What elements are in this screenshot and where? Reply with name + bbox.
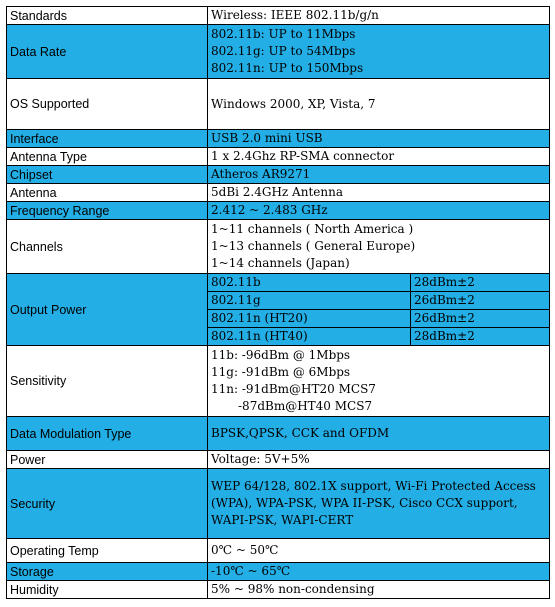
value-line: 1~14 channels (Japan) — [211, 256, 350, 270]
value-line: Windows 2000, XP, Vista, 7 — [211, 96, 376, 111]
label-antenna: Antenna — [7, 184, 208, 202]
value-humidity — [208, 581, 550, 599]
label-standards: Standards — [7, 7, 208, 25]
value-line: Atheros AR9271 — [211, 167, 311, 181]
row-humidity — [7, 581, 550, 599]
spec-sheet — [6, 6, 549, 599]
value-line: 11g: -91dBm @ 6Mbps — [211, 365, 351, 379]
power-value: 26dBm±2 — [411, 292, 550, 310]
label-channels: Channels — [7, 220, 208, 274]
row-interface — [7, 130, 550, 148]
power-row — [208, 274, 549, 292]
label-power: Power — [7, 451, 208, 469]
output-power-table — [208, 274, 549, 345]
row-chipset — [7, 166, 550, 184]
label-storage: Storage — [7, 563, 208, 581]
value-line: -87dBm@HT40 MCS7 — [238, 399, 373, 413]
power-mode: 802.11b — [208, 274, 411, 292]
label-data-modulation: Data Modulation Type — [7, 417, 208, 451]
value-line: -10℃ ~ 65℃ — [211, 564, 291, 578]
power-mode: 802.11n (HT40) — [208, 328, 411, 346]
power-row — [208, 310, 549, 328]
value-line: 5% ~ 98% non-condensing — [211, 582, 375, 596]
value-data-rate — [208, 25, 550, 79]
value-line: (WPA), WPA-PSK, WPA II-PSK, Cisco CCX support, — [211, 496, 518, 510]
value-line: 802.11n: UP to 150Mbps — [211, 61, 364, 75]
label-chipset: Chipset — [7, 166, 208, 184]
row-power — [7, 451, 550, 469]
label-sensitivity: Sensitivity — [7, 346, 208, 417]
power-mode: 802.11g — [208, 292, 411, 310]
row-data-rate — [7, 25, 550, 79]
label-operating-temp: Operating Temp — [7, 539, 208, 563]
value-line: 1~13 channels ( General Europe) — [211, 239, 416, 253]
value-operating-temp — [208, 539, 550, 563]
value-standards — [208, 7, 550, 25]
value-line: BPSK,QPSK, CCK and OFDM — [211, 426, 390, 440]
value-interface — [208, 130, 550, 148]
power-value: 28dBm±2 — [411, 274, 550, 292]
spec-table — [6, 6, 550, 599]
value-channels — [208, 220, 550, 274]
value-line: 802.11b: UP to 11Mbps — [211, 27, 356, 41]
value-line: Wireless: IEEE 802.11b/g/n — [211, 8, 379, 22]
label-data-rate: Data Rate — [7, 25, 208, 79]
value-line: WAPI-PSK, WAPI-CERT — [211, 513, 354, 527]
value-storage — [208, 563, 550, 581]
row-frequency-range — [7, 202, 550, 220]
label-security: Security — [7, 469, 208, 539]
value-line: Voltage: 5V+5% — [211, 452, 310, 466]
value-security — [208, 469, 550, 539]
label-frequency-range: Frequency Range — [7, 202, 208, 220]
value-line: 802.11g: UP to 54Mbps — [211, 44, 356, 58]
power-mode: 802.11n (HT20) — [208, 310, 411, 328]
value-antenna-type — [208, 148, 550, 166]
label-os-supported: OS Supported — [7, 79, 208, 130]
value-line: WEP 64/128, 802.1X support, Wi-Fi Protected Access — [211, 479, 536, 493]
row-antenna — [7, 184, 550, 202]
value-line: 5dBi 2.4GHz Antenna — [211, 185, 343, 199]
value-data-modulation — [208, 417, 550, 451]
value-os-supported — [208, 79, 550, 130]
value-sensitivity — [208, 346, 550, 417]
value-line: 11n: -91dBm@HT20 MCS7 — [211, 382, 376, 396]
value-antenna — [208, 184, 550, 202]
value-power — [208, 451, 550, 469]
power-value: 26dBm±2 — [411, 310, 550, 328]
label-output-power: Output Power — [7, 274, 208, 346]
value-chipset — [208, 166, 550, 184]
row-standards — [7, 7, 550, 25]
label-interface: Interface — [7, 130, 208, 148]
power-row — [208, 292, 549, 310]
row-storage — [7, 563, 550, 581]
value-output-power — [208, 274, 550, 346]
power-row — [208, 328, 549, 346]
value-line: 1 x 2.4Ghz RP-SMA connector — [211, 149, 395, 163]
row-channels — [7, 220, 550, 274]
row-output-power — [7, 274, 550, 346]
row-antenna-type — [7, 148, 550, 166]
row-data-modulation — [7, 417, 550, 451]
value-line: 1~11 channels ( North America ) — [211, 222, 414, 236]
value-frequency-range — [208, 202, 550, 220]
value-line: 11b: -96dBm @ 1Mbps — [211, 348, 351, 362]
row-sensitivity — [7, 346, 550, 417]
label-humidity: Humidity — [7, 581, 208, 599]
value-line: 0℃ ~ 50℃ — [211, 543, 279, 557]
row-operating-temp — [7, 539, 550, 563]
label-antenna-type: Antenna Type — [7, 148, 208, 166]
value-line: USB 2.0 mini USB — [211, 131, 323, 145]
value-line: 2.412 ~ 2.483 GHz — [211, 203, 328, 217]
row-os-supported — [7, 79, 550, 130]
row-security — [7, 469, 550, 539]
power-value: 28dBm±2 — [411, 328, 550, 346]
